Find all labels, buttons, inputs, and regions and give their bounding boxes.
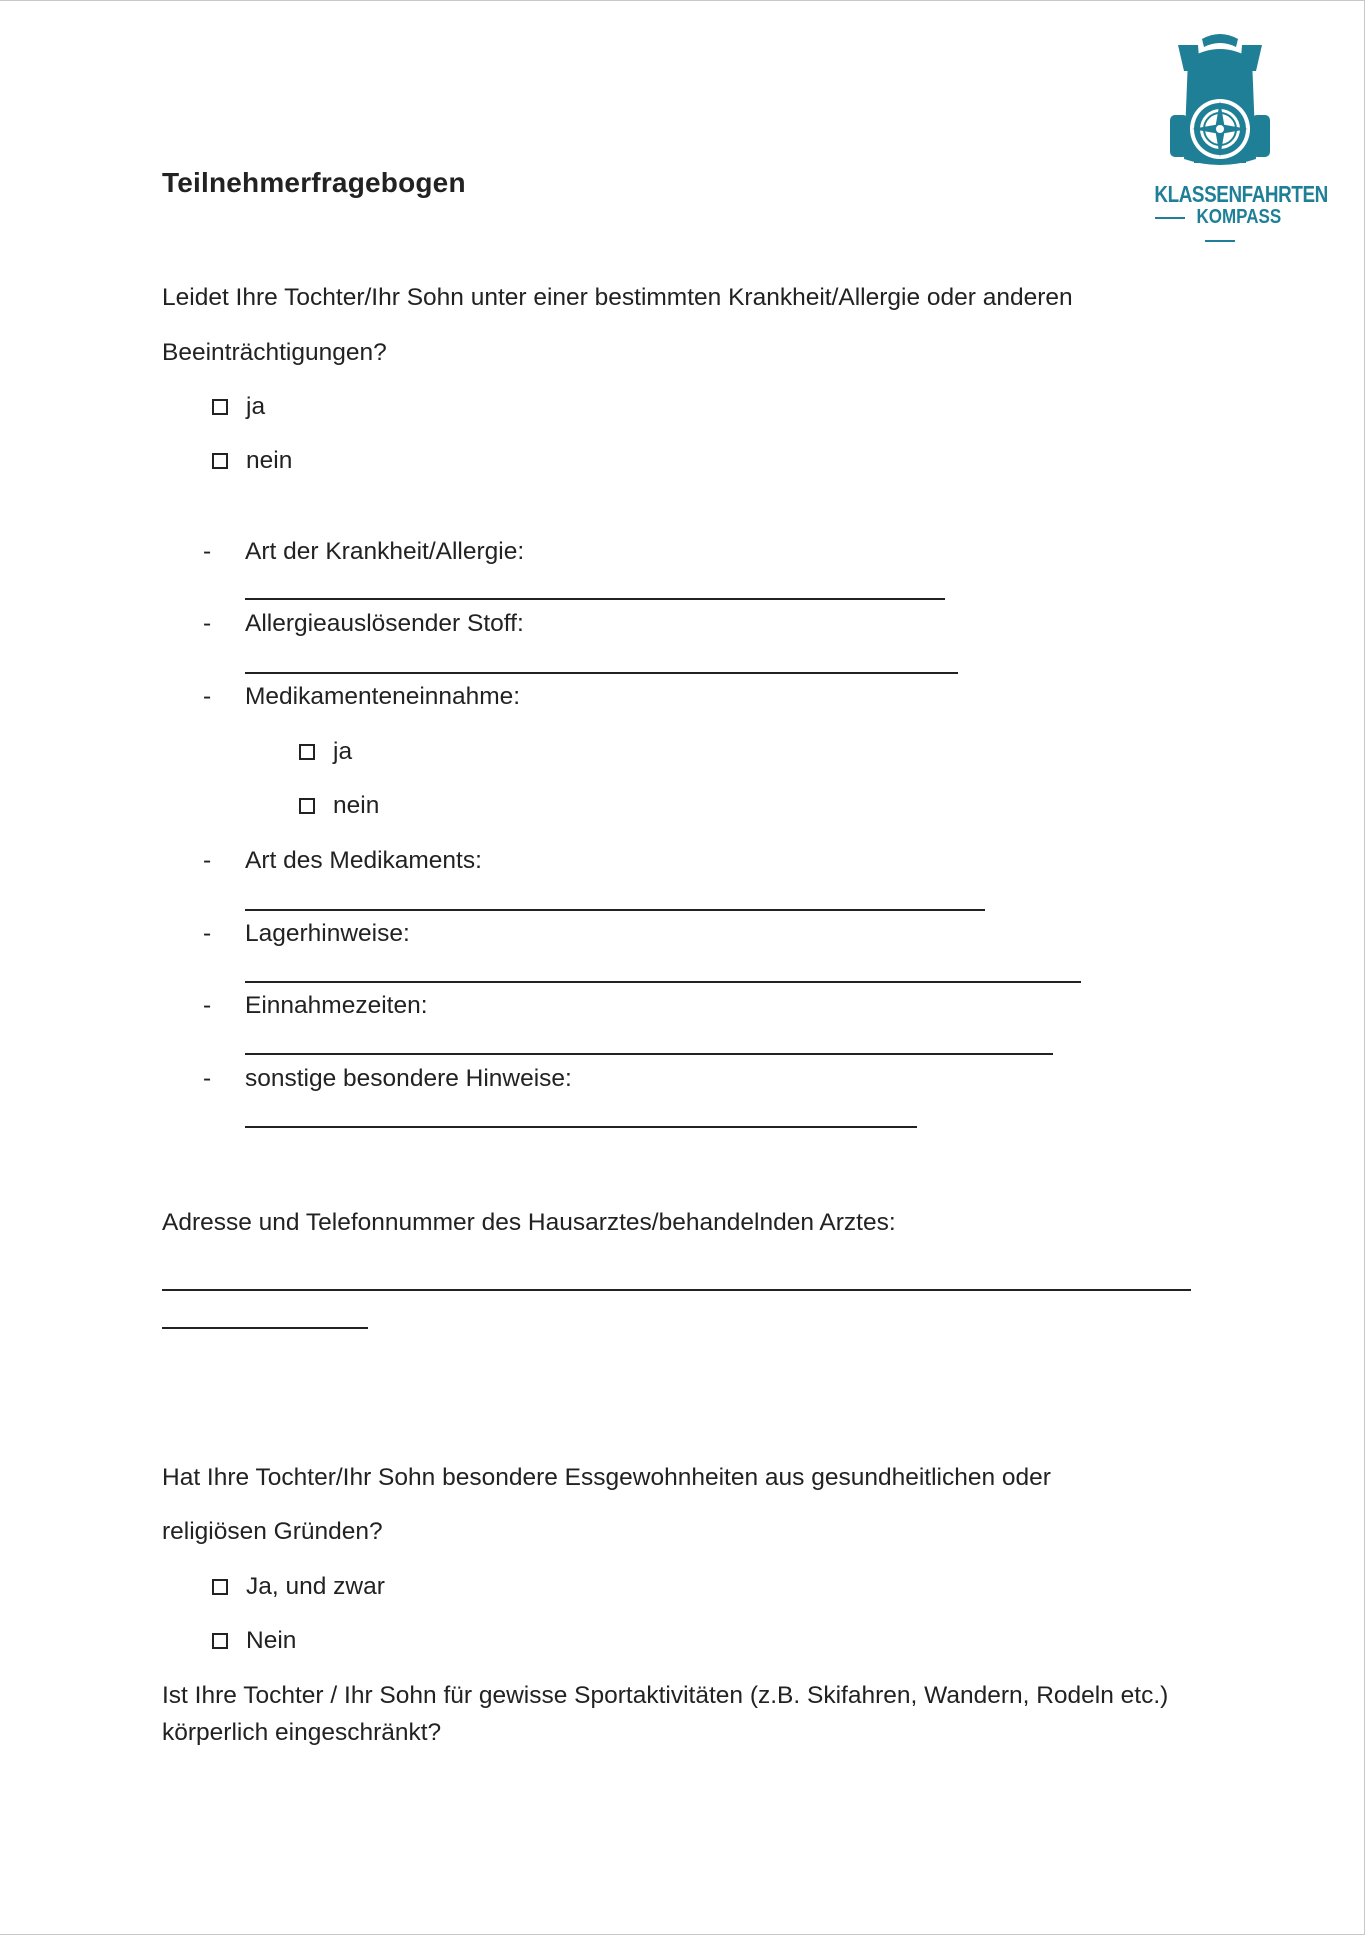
- field-medikament-art-line[interactable]: [245, 909, 985, 911]
- list-bullet: -: [203, 683, 212, 710]
- option-diet-ja[interactable]: [212, 1572, 385, 1602]
- checkbox[interactable]: [212, 1633, 228, 1649]
- logo-wordmark-line1: KLASSENFAHRTEN: [1154, 181, 1328, 207]
- label-zeiten: Einnahmezeiten:: [245, 992, 428, 1019]
- field-sonstige-line[interactable]: [245, 1126, 917, 1128]
- question-sport-line2: körperlich eingeschränkt?: [162, 1719, 442, 1746]
- label-medikament-art: Art des Medikaments:: [245, 847, 482, 874]
- question-diet-line2: religiösen Gründen?: [162, 1518, 383, 1545]
- list-bullet: -: [203, 610, 212, 637]
- field-arzt-line2[interactable]: [162, 1327, 368, 1329]
- logo-wordmark-line2: KOMPASS: [1140, 206, 1300, 252]
- list-bullet: -: [203, 1065, 212, 1092]
- checkbox[interactable]: [299, 798, 315, 814]
- question-illness-line1: Leidet Ihre Tochter/Ihr Sohn unter einer bestimmten Krankheit/Allergie oder anderen: [162, 284, 1073, 311]
- option-illness-ja[interactable]: [212, 392, 265, 422]
- option-illness-nein[interactable]: [212, 446, 292, 476]
- field-krankheit-line[interactable]: [245, 598, 945, 600]
- list-bullet: -: [203, 920, 212, 947]
- field-arzt-line1[interactable]: [162, 1289, 1191, 1291]
- option-medikamente-nein[interactable]: [299, 791, 379, 821]
- label-lager: Lagerhinweise:: [245, 920, 410, 947]
- option-label: nein: [246, 447, 293, 474]
- field-stoff-line[interactable]: [245, 672, 958, 674]
- label-stoff: Allergieauslösender Stoff:: [245, 610, 524, 637]
- backpack-compass-icon: [1140, 31, 1300, 181]
- label-medikamente: Medikamenteneinnahme:: [245, 683, 521, 710]
- option-label: nein: [333, 792, 380, 819]
- list-bullet: -: [203, 847, 212, 874]
- checkbox[interactable]: [212, 399, 228, 415]
- option-diet-nein[interactable]: [212, 1626, 296, 1656]
- page-title: Teilnehmerfragebogen: [162, 167, 466, 198]
- label-sonstige: sonstige besondere Hinweise:: [245, 1065, 572, 1092]
- question-sport-line1: Ist Ihre Tochter / Ihr Sohn für gewisse Sportaktivitäten (z.B. Skifahren, Wandern, Rodeln etc.): [162, 1682, 1169, 1709]
- checkbox[interactable]: [212, 1579, 228, 1595]
- option-label: Ja, und zwar: [246, 1573, 385, 1600]
- label-arzt: Adresse und Telefonnummer des Hausarztes/behandelnden Arztes:: [162, 1209, 896, 1236]
- question-diet-line1: Hat Ihre Tochter/Ihr Sohn besondere Essgewohnheiten aus gesundheitlichen oder: [162, 1464, 1051, 1491]
- klassenfahrten-kompass-logo: [1140, 31, 1328, 228]
- label-krankheit: Art der Krankheit/Allergie:: [245, 538, 525, 565]
- question-illness-line2: Beeinträchtigungen?: [162, 339, 387, 366]
- field-zeiten-line[interactable]: [245, 1053, 1053, 1055]
- option-medikamente-ja[interactable]: [299, 737, 352, 767]
- option-label: ja: [246, 393, 266, 420]
- checkbox[interactable]: [299, 744, 315, 760]
- option-label: ja: [333, 738, 353, 765]
- option-label: Nein: [246, 1627, 297, 1654]
- checkbox[interactable]: [212, 453, 228, 469]
- field-lager-line[interactable]: [245, 981, 1081, 983]
- list-bullet: -: [203, 538, 212, 565]
- list-bullet: -: [203, 992, 212, 1019]
